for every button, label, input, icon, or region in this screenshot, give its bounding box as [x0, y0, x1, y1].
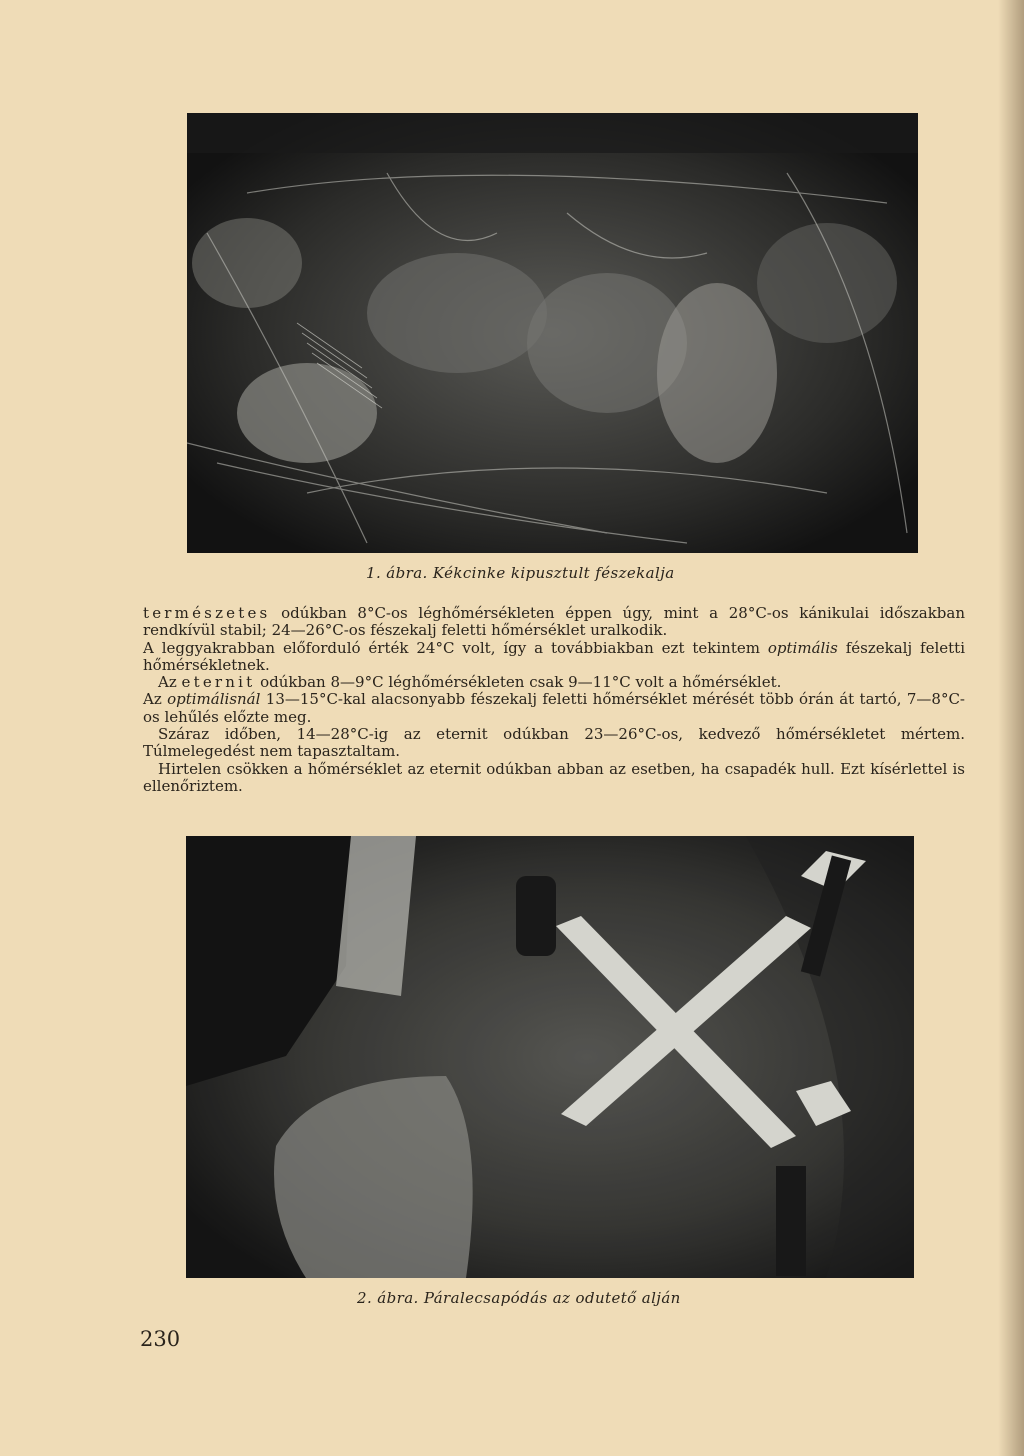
page-number: 230	[140, 1327, 181, 1351]
emphasis-italic: optimálisnál	[167, 690, 261, 709]
paragraph-text: fészekalj feletti hőmérsékletnek.	[143, 638, 965, 674]
paragraph	[143, 605, 965, 640]
paragraph	[143, 691, 965, 726]
figure-1-photo	[187, 113, 918, 553]
body-text	[143, 605, 965, 795]
paragraph	[143, 674, 965, 691]
paragraph-text: odúkban 8—9°C léghőmérsékleten csak 9—11°C volt a hőmérséklet.	[255, 673, 782, 692]
emphasis-spaced: eternit	[181, 673, 256, 692]
paragraph-text: 13—15°C-kal alacsonyabb fészekalj feletti hőmérséklet mérését több órán át tartó, 7—8°C-os lehűlés előzte meg.	[143, 690, 965, 726]
paragraph-text: A leggyakrabban előforduló érték 24°C volt, így a továbbiakban ezt tekintem	[143, 638, 768, 657]
emphasis-italic: optimális	[767, 638, 838, 657]
paragraph-text: Az	[143, 690, 168, 709]
paragraph: Száraz időben, 14—28°C-ig az eternit odúkban 23—26°C-os, kedvező hőmérsékletet mértem. Túlmelegedést nem tapasztaltam.	[143, 725, 965, 761]
figure-2-photo	[186, 836, 914, 1278]
paragraph-text: odúkban 8°C-os léghőmérsékleten éppen úgy, mint a 28°C-os kánikulai időszakban rendkívül stabil; 24—26°C-os fészekalj feletti hőmérséklet uralkodik.	[143, 604, 965, 640]
page-edge-shadow	[998, 0, 1024, 1456]
paragraph-text: Az	[158, 673, 182, 692]
paragraph	[143, 640, 965, 675]
figure-1-caption: 1. ábra. Kékcinke kipusztult fészekalja	[366, 564, 675, 582]
emphasis-spaced: természetes	[143, 604, 271, 622]
paragraph: Hirtelen csökken a hőmérséklet az eternit odúkban abban az esetben, ha csapadék hull. Ezt kísérlettel is ellenőriztem.	[143, 759, 965, 795]
figure-2-caption: 2. ábra. Páralecsapódás az odutető alján	[357, 1289, 681, 1307]
